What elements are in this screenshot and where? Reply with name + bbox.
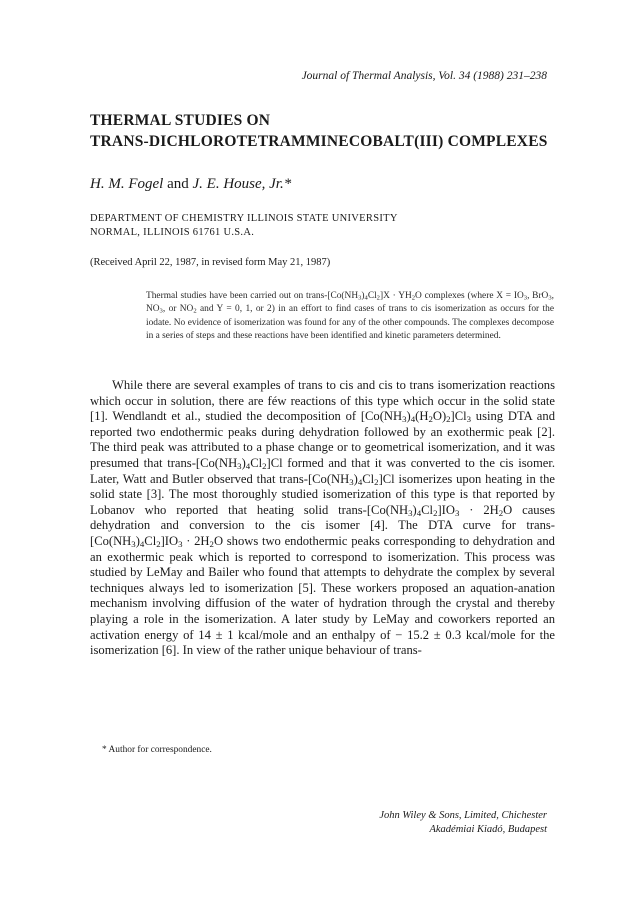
abstract: Thermal studies have been carried out on trans-$[Co(NH_3)_4Cl_2]X \cdot YH_2O$ complexes (where $X = IO_3$, BrO$_3$, $NO_3$, or $NO_2$ and Y = 0, 1, or 2) in an effort to find cases of trans to cis isomerization as occurs for the iodate. No evidence of isomerization was found for any of the other compounds. The complexes decompose in a series of steps and these reactions have been identified and kinetic parameters determined.: [146, 291, 554, 341]
author-house: J. E. House, Jr.*: [192, 176, 292, 192]
author-conjunction: and: [167, 176, 189, 192]
body-text: [90, 378, 555, 659]
author-fogel: H. M. Fogel: [90, 176, 164, 192]
publisher-imprint: [379, 809, 547, 837]
author-line: [90, 176, 291, 193]
received-date: (Received April 22, 1987, in revised form May 21, 1987): [90, 257, 331, 268]
affiliation-line-1: DEPARTMENT OF CHEMISTRY ILLINOIS STATE UNIVERSITY: [90, 213, 398, 224]
publisher-line-2: Akadémiai Kiadó, Budapest: [429, 824, 547, 835]
journal-citation: Journal of Thermal Analysis, Vol. 34 (1988) 231–238: [301, 70, 547, 82]
publisher-line-1: John Wiley & Sons, Limited, Chichester: [379, 810, 547, 821]
title-line-2: TRANS-DICHLOROTETRAMMINECOBALT(III) COMPLEXES: [90, 133, 548, 150]
footnote: * Author for correspondence.: [102, 745, 212, 755]
affiliation-line-2: NORMAL, ILLINOIS 61761 U.S.A.: [90, 227, 255, 238]
body-paragraph: While there are several examples of trans to cis and cis to trans isomerization reactions which occur in solution, there are féw reactions of this type which occur in the solid state [1]. Wendlandt et al., studied the decomposition of $[Co(NH_3)_4(H_2O)_2]Cl_3$ using DTA and reported two endothermic peaks during dehydration followed by an exothermic peak [2]. The third peak was attributed to a phase change or to geometrical isomerization, and it was presumed that trans-$[Co(NH_3)_4Cl_2]Cl$ formed and that it was converted to the cis isomer. Later, Watt and Butler observed that trans-$[Co(NH_3)_4Cl_2]Cl$ isomerizes upon heating in the solid state [3]. The most thoroughly studied isomerization of this type is that reported by Lobanov who reported that heating solid trans-$[Co(NH_3)_4Cl_2]IO_3 \cdot 2H_2O$ causes dehydration and conversion to the cis isomer [4]. The DTA curve for trans-$[Co(NH_3)_4Cl_2]IO_3 \cdot 2H_2O$ shows two endothermic peaks corresponding to dehydration and an exothermic peak which is reported to correspond to isomerization. This process was studied by LeMay and Bailer who found that attempts to dehydrate the complex by several techniques always led to isomerization [5]. These workers proposed an aquation-anation mechanism involving diffusion of the water of hydration through the crystal and thereby playing a role in the isomerization. A later study by LeMay and coworkers reported an activation energy of 14 ± 1 kcal/mole and an enthalpy of − 15.2 ± 0.3 kcal/mole for the isomerization [6]. In view of the rather unique behaviour of trans-: [90, 378, 555, 658]
article-title: [90, 110, 548, 152]
affiliation: [90, 212, 398, 240]
title-line-1: THERMAL STUDIES ON: [90, 112, 271, 129]
